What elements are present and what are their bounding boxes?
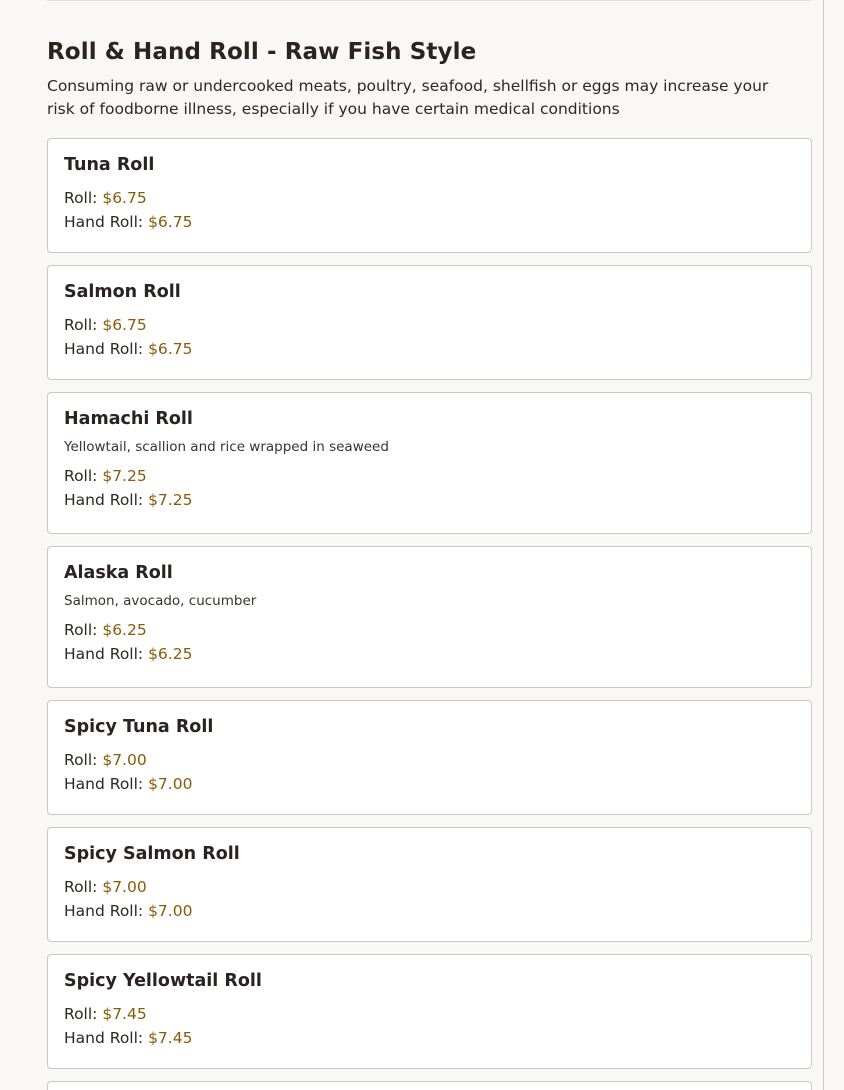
menu-item-card[interactable] bbox=[47, 827, 812, 942]
price-list bbox=[64, 875, 795, 923]
menu-item-name: Spicy Salmon Roll bbox=[64, 844, 240, 864]
menu-item-card[interactable] bbox=[47, 954, 812, 1069]
hand-roll-label: Hand Roll: bbox=[64, 902, 149, 920]
roll-price-line bbox=[64, 748, 795, 772]
hand-roll-label: Hand Roll: bbox=[64, 340, 149, 358]
price-list bbox=[64, 1002, 795, 1050]
menu-item-description: Yellowtail, scallion and rice wrapped in seaweed bbox=[64, 439, 389, 455]
hand-roll-price: $7.00 bbox=[148, 775, 193, 793]
raw-food-warning: Consuming raw or undercooked meats, poultry, seafood, shellfish or eggs may increase your risk of foodborne illness, especially if you have certain medical conditions bbox=[47, 77, 769, 118]
hand-roll-price: $6.75 bbox=[148, 213, 193, 231]
price-list bbox=[64, 748, 795, 796]
roll-label: Roll: bbox=[64, 1005, 103, 1023]
roll-label: Roll: bbox=[64, 621, 103, 639]
menu-item-card[interactable] bbox=[47, 392, 812, 534]
roll-price: $6.75 bbox=[102, 316, 147, 334]
menu-item-list bbox=[47, 138, 812, 1090]
price-list bbox=[64, 313, 795, 361]
hand-roll-price-line bbox=[64, 1026, 795, 1050]
roll-price-line bbox=[64, 464, 795, 488]
roll-price-line bbox=[64, 186, 795, 210]
hand-roll-price: $6.25 bbox=[148, 645, 193, 663]
top-divider bbox=[47, 0, 811, 1]
menu-item-card[interactable] bbox=[47, 700, 812, 815]
menu-item-name: Salmon Roll bbox=[64, 282, 181, 302]
roll-price-line bbox=[64, 313, 795, 337]
menu-item-name: Alaska Roll bbox=[64, 563, 173, 583]
hand-roll-label: Hand Roll: bbox=[64, 645, 149, 663]
roll-price-line bbox=[64, 875, 795, 899]
hand-roll-price-line bbox=[64, 642, 795, 666]
menu-item-name: Tuna Roll bbox=[64, 155, 155, 175]
menu-item-name: Hamachi Roll bbox=[64, 409, 193, 429]
menu-item-name: Spicy Yellowtail Roll bbox=[64, 971, 262, 991]
hand-roll-label: Hand Roll: bbox=[64, 213, 149, 231]
hand-roll-price: $6.75 bbox=[148, 340, 193, 358]
menu-item-card[interactable] bbox=[47, 265, 812, 380]
menu-item-description: Salmon, avocado, cucumber bbox=[64, 593, 257, 609]
roll-label: Roll: bbox=[64, 878, 103, 896]
roll-label: Roll: bbox=[64, 751, 103, 769]
price-list bbox=[64, 186, 795, 234]
right-divider bbox=[823, 0, 824, 1090]
menu-item-card[interactable] bbox=[47, 546, 812, 688]
roll-price: $7.45 bbox=[102, 1005, 147, 1023]
hand-roll-price: $7.45 bbox=[148, 1029, 193, 1047]
price-list bbox=[64, 464, 795, 512]
hand-roll-price: $7.00 bbox=[148, 902, 193, 920]
roll-price: $6.25 bbox=[102, 621, 147, 639]
roll-label: Roll: bbox=[64, 189, 103, 207]
menu-item-name: Spicy Tuna Roll bbox=[64, 717, 214, 737]
roll-label: Roll: bbox=[64, 316, 103, 334]
roll-price: $7.00 bbox=[102, 751, 147, 769]
hand-roll-price-line bbox=[64, 210, 795, 234]
hand-roll-label: Hand Roll: bbox=[64, 775, 149, 793]
menu-item-card-partial[interactable] bbox=[47, 1081, 812, 1090]
menu-section bbox=[47, 36, 812, 1090]
roll-price: $6.75 bbox=[102, 189, 147, 207]
hand-roll-price-line bbox=[64, 772, 795, 796]
hand-roll-price-line bbox=[64, 899, 795, 923]
hand-roll-price: $7.25 bbox=[148, 491, 193, 509]
roll-price: $7.25 bbox=[102, 467, 147, 485]
hand-roll-price-line bbox=[64, 488, 795, 512]
roll-label: Roll: bbox=[64, 467, 103, 485]
roll-price: $7.00 bbox=[102, 878, 147, 896]
menu-item-card[interactable] bbox=[47, 138, 812, 253]
roll-price-line bbox=[64, 1002, 795, 1026]
roll-price-line bbox=[64, 618, 795, 642]
section-title: Roll & Hand Roll - Raw Fish Style bbox=[47, 39, 477, 65]
hand-roll-label: Hand Roll: bbox=[64, 491, 149, 509]
hand-roll-price-line bbox=[64, 337, 795, 361]
price-list bbox=[64, 618, 795, 666]
hand-roll-label: Hand Roll: bbox=[64, 1029, 149, 1047]
